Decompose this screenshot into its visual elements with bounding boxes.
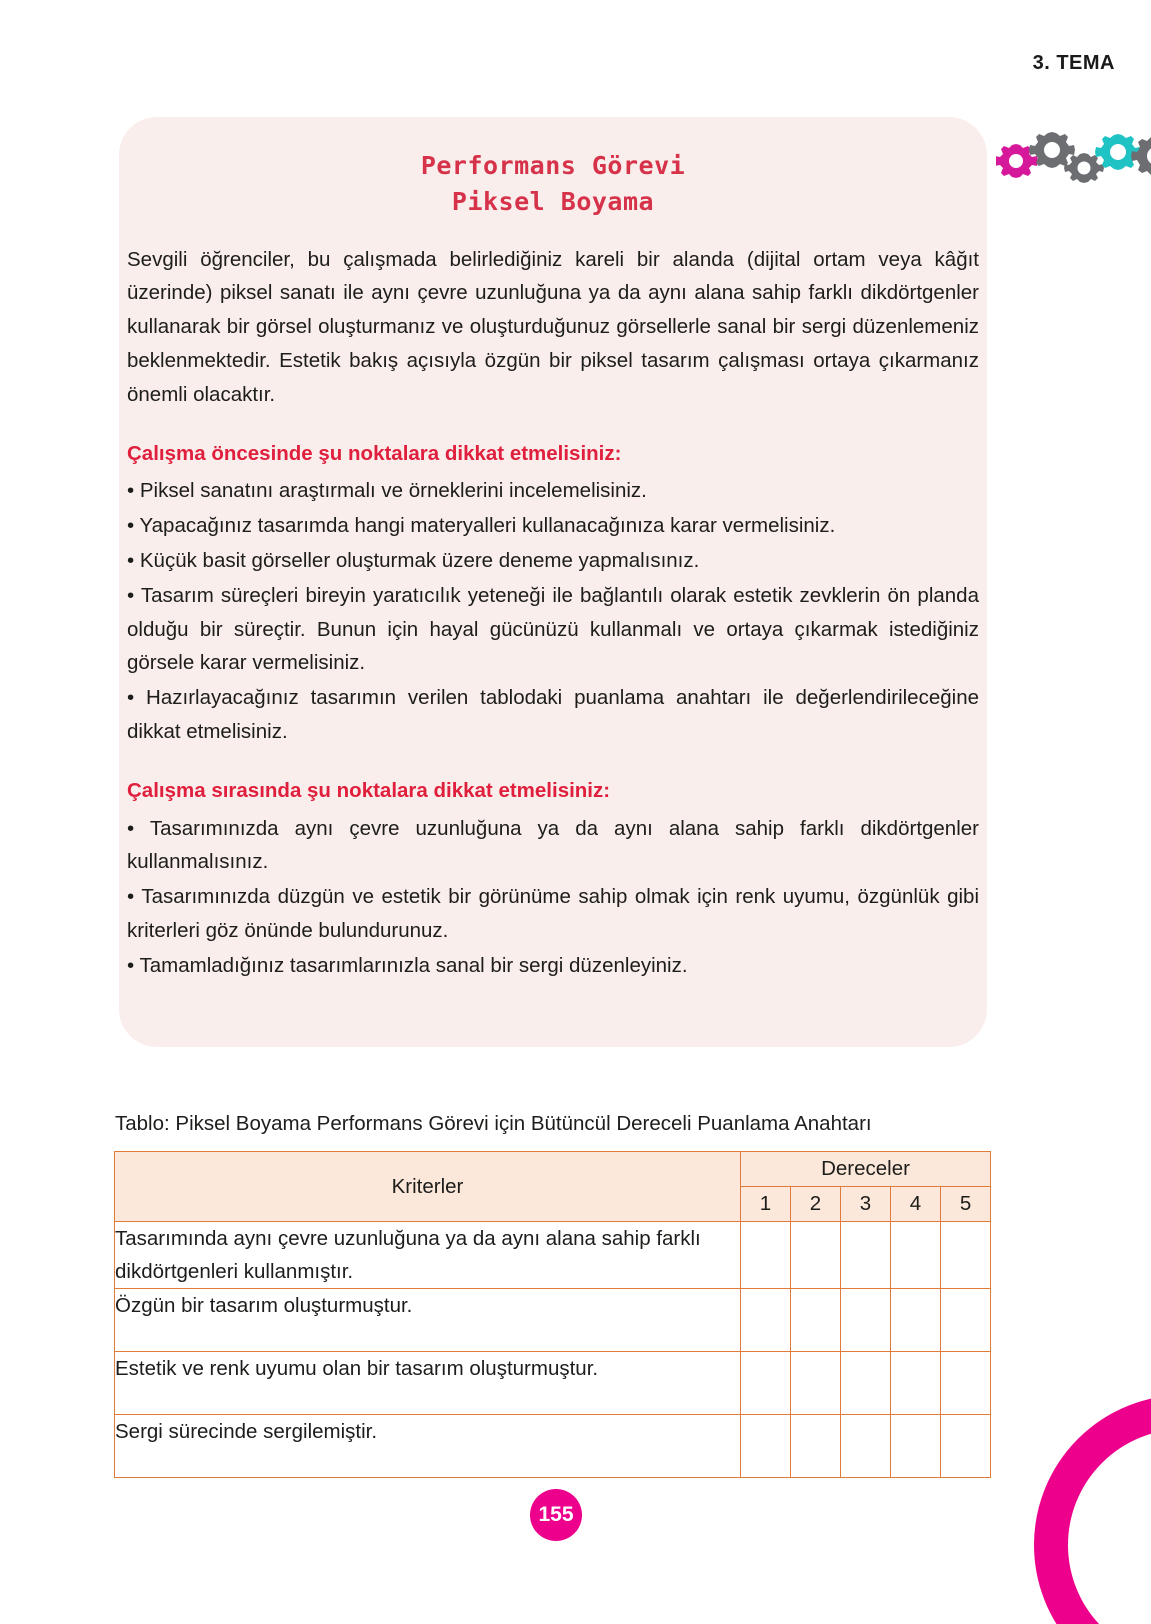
gears-decoration-icon: [996, 128, 1151, 198]
table-row: [115, 1289, 991, 1352]
score-cell-2[interactable]: [791, 1222, 841, 1289]
score-cell-4[interactable]: [891, 1415, 941, 1478]
list-item: • Tasarım süreçleri bireyin yaratıcılık yeteneği ile bağlantılı olarak estetik zevklerin ön planda olduğu bir süreçtir. Bunun için hayal gücünüzü kullanmalı ve ortaya çıkarmak istediğiniz görsele karar vermelisiniz.: [127, 583, 979, 675]
table-row: [115, 1352, 991, 1415]
before-section-heading: Çalışma öncesinde şu noktalara dikkat etmelisiniz:: [127, 441, 622, 465]
before-section-list: [127, 474, 979, 749]
decorative-ring: [1034, 1395, 1151, 1624]
degree-header-1: 1: [741, 1187, 791, 1222]
list-item: • Piksel sanatını araştırmalı ve örneklerini incelemelisiniz.: [127, 479, 647, 503]
score-cell-4[interactable]: [891, 1222, 941, 1289]
score-cell-3[interactable]: [841, 1352, 891, 1415]
during-section-list: [127, 812, 979, 983]
score-cell-1[interactable]: [741, 1222, 791, 1289]
page-number-badge: 155: [530, 1489, 582, 1541]
score-cell-5[interactable]: [941, 1415, 991, 1478]
column-header-criteria: Kriterler: [115, 1152, 741, 1222]
criterion-text: Özgün bir tasarım oluşturmuştur.: [115, 1289, 741, 1352]
score-cell-5[interactable]: [941, 1289, 991, 1352]
score-cell-1[interactable]: [741, 1352, 791, 1415]
score-cell-3[interactable]: [841, 1289, 891, 1352]
table-row: [115, 1222, 991, 1289]
table-row: [115, 1415, 991, 1478]
score-cell-1[interactable]: [741, 1415, 791, 1478]
score-cell-2[interactable]: [791, 1289, 841, 1352]
degree-header-3: 3: [841, 1187, 891, 1222]
criterion-text: Tasarımında aynı çevre uzunluğuna ya da aynı alana sahip farklı dikdörtgenleri kullanmıştır.: [115, 1222, 741, 1289]
list-item: • Yapacağınız tasarımda hangi materyalleri kullanacağınıza karar vermelisiniz.: [127, 514, 836, 538]
list-item: • Tasarımınızda düzgün ve estetik bir görünüme sahip olmak için renk uyumu, özgünlük gibi kriterleri göz önünde bulundurunuz.: [127, 885, 979, 943]
during-section-heading: Çalışma sırasında şu noktalara dikkat etmelisiniz:: [127, 778, 611, 802]
performance-task-card: [119, 117, 987, 1047]
score-cell-2[interactable]: [791, 1415, 841, 1478]
degree-header-5: 5: [941, 1187, 991, 1222]
title-line-2: Piksel Boyama: [451, 187, 655, 217]
list-item: • Tasarımınızda aynı çevre uzunluğuna ya da aynı alana sahip farklı dikdörtgenler kullanmalısınız.: [127, 816, 979, 874]
score-cell-1[interactable]: [741, 1289, 791, 1352]
score-cell-4[interactable]: [891, 1289, 941, 1352]
degree-header-2: 2: [791, 1187, 841, 1222]
table-caption: Tablo: Piksel Boyama Performans Görevi için Bütüncül Dereceli Puanlama Anahtarı: [115, 1112, 872, 1135]
column-header-degrees: Dereceler: [741, 1152, 991, 1187]
score-cell-2[interactable]: [791, 1352, 841, 1415]
criterion-text: Estetik ve renk uyumu olan bir tasarım oluşturmuştur.: [115, 1352, 741, 1415]
degree-header-4: 4: [891, 1187, 941, 1222]
criterion-text: Sergi sürecinde sergilemiştir.: [115, 1415, 741, 1478]
rubric-table: [114, 1151, 991, 1478]
score-cell-3[interactable]: [841, 1222, 891, 1289]
table-header-row-top: [115, 1152, 991, 1187]
list-item: • Tamamladığınız tasarımlarınızla sanal bir sergi düzenleyiniz.: [127, 953, 688, 977]
title-line-1: Performans Görevi: [420, 151, 686, 180]
intro-paragraph: Sevgili öğrenciler, bu çalışmada belirlediğiniz kareli bir alanda (dijital ortam veya kâğıt üzerinde) piksel sanatı ile aynı çevre uzunluğuna ya da aynı alana sahip farklı dikdörtgenler kullanarak bir görsel oluşturmanız ve oluşturduğunuz görsellerle sanal bir sergi düzenlemeniz beklenmektedir. Estetik bakış açısıyla özgün bir piksel tasarım çalışması ortaya çıkarmanız önemli olacaktır.: [127, 247, 979, 406]
list-item: • Hazırlayacağınız tasarımın verilen tablodaki puanlama anahtarı ile değerlendirileceğine dikkat etmelisiniz.: [127, 686, 979, 744]
score-cell-5[interactable]: [941, 1352, 991, 1415]
list-item: • Küçük basit görseller oluşturmak üzere deneme yapmalısınız.: [127, 548, 700, 572]
theme-label: 3. TEMA: [1032, 52, 1115, 74]
performance-task-title: [126, 148, 980, 221]
score-cell-3[interactable]: [841, 1415, 891, 1478]
card-body: [126, 243, 980, 983]
score-cell-5[interactable]: [941, 1222, 991, 1289]
score-cell-4[interactable]: [891, 1352, 941, 1415]
